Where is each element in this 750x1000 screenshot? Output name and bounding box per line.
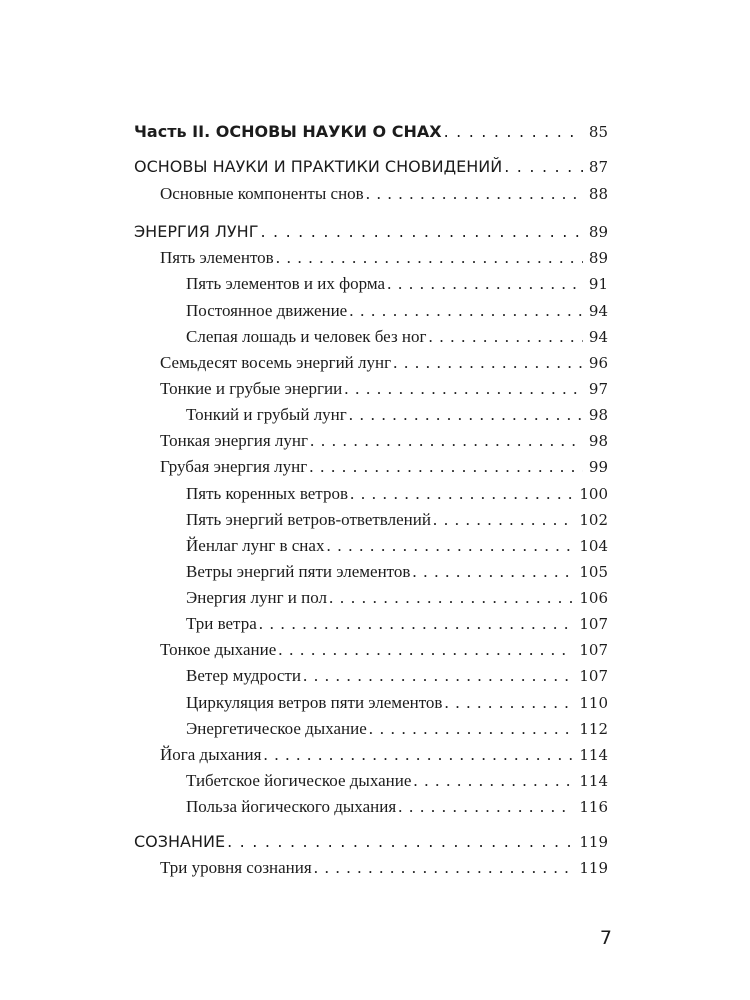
toc-leader-dots xyxy=(310,431,583,451)
toc-entry-page: 104 xyxy=(579,537,608,555)
toc-leader-dots xyxy=(303,666,573,686)
toc-entry-subsection xyxy=(186,301,608,329)
toc-leader-dots xyxy=(260,222,582,241)
toc-entry-title: Постоянное движение xyxy=(186,301,348,320)
toc-leader-dots xyxy=(326,536,573,556)
toc-entry-page: 94 xyxy=(588,302,608,320)
toc-entry-title: Тонкое дыхание xyxy=(160,640,277,659)
toc-entry-title: Тонкая энергия лунг xyxy=(160,431,308,450)
toc-entry-section xyxy=(160,184,608,212)
toc-entry-page: 107 xyxy=(579,615,608,633)
toc-leader-dots xyxy=(329,588,573,608)
toc-entry-title: Основные компоненты снов xyxy=(160,184,364,203)
toc-entry-subsection xyxy=(186,693,608,721)
toc-leader-dots xyxy=(350,484,573,504)
toc-entry-section xyxy=(160,457,608,485)
toc-entry-title: Тонкие и грубые энергии xyxy=(160,379,343,398)
toc-entry-subsection xyxy=(186,588,608,616)
toc-entry-page: 112 xyxy=(579,720,608,738)
toc-entry-title: Циркуляция ветров пяти элементов xyxy=(186,693,443,712)
toc-leader-dots xyxy=(263,745,573,765)
toc-entry-page: 96 xyxy=(588,354,608,372)
toc-entry-title: ЭНЕРГИЯ ЛУНГ xyxy=(134,222,259,241)
page-number: 7 xyxy=(599,927,612,949)
toc-leader-dots xyxy=(444,693,573,713)
toc-entry-page: 107 xyxy=(579,667,608,685)
toc-entry-title: Три ветра xyxy=(186,614,257,633)
toc-entry-title: Часть II. ОСНОВЫ НАУКИ О СНАХ xyxy=(134,122,442,141)
toc-leader-dots xyxy=(366,184,583,204)
toc-entry-page: 106 xyxy=(579,589,608,607)
toc-entry-section xyxy=(160,248,608,276)
toc-entry-section xyxy=(160,353,608,381)
toc-entry-page: 116 xyxy=(579,798,608,816)
toc-entry-subsection xyxy=(186,274,608,302)
toc-entry-page: 102 xyxy=(579,511,608,529)
toc-entry-page: 100 xyxy=(579,485,608,503)
toc-entry-page: 114 xyxy=(579,772,608,790)
toc-leader-dots xyxy=(349,301,583,321)
toc-leader-dots xyxy=(433,510,573,530)
toc-entry-title: Пять коренных ветров xyxy=(186,484,348,503)
toc-entry-page: 119 xyxy=(579,833,608,851)
toc-entry-title: Энергетическое дыхание xyxy=(186,719,367,738)
toc-entry-page: 98 xyxy=(588,432,608,450)
toc-entry-page: 89 xyxy=(588,223,608,241)
toc-leader-dots xyxy=(504,157,583,176)
toc-entry-subsection xyxy=(186,484,608,512)
toc-entry-page: 110 xyxy=(579,694,608,712)
toc-entry-page: 85 xyxy=(588,123,608,141)
toc-entry-title: СОЗНАНИЕ xyxy=(134,832,226,851)
toc-entry-title: Польза йогического дыхания xyxy=(186,797,397,816)
toc-entry-title: Слепая лошадь и человек без ног xyxy=(186,327,427,346)
toc-entry-subsection xyxy=(186,562,608,590)
toc-entry-chapter xyxy=(134,832,608,860)
toc-entry-title: Пять элементов xyxy=(160,248,274,267)
toc-entry-page: 91 xyxy=(588,275,608,293)
toc-entry-page: 114 xyxy=(579,746,608,764)
toc-entry-page: 88 xyxy=(588,185,608,203)
toc-entry-title: Тибетское йогическое дыхание xyxy=(186,771,412,790)
toc-leader-dots xyxy=(412,562,573,582)
toc-entry-section xyxy=(160,858,608,886)
toc-entry-title: Пять энергий ветров-ответвлений xyxy=(186,510,431,529)
toc-entry-subsection xyxy=(186,405,608,433)
toc-entry-part xyxy=(134,122,608,150)
toc-entry-section xyxy=(160,640,608,668)
toc-entry-title: Семьдесят восемь энергий лунг xyxy=(160,353,392,372)
toc-entry-title: Ветры энергий пяти элементов xyxy=(186,562,411,581)
toc-entry-subsection xyxy=(186,614,608,642)
toc-leader-dots xyxy=(369,719,574,739)
toc-entry-chapter xyxy=(134,222,608,250)
toc-entry-page: 94 xyxy=(588,328,608,346)
toc-entry-subsection xyxy=(186,719,608,747)
toc-entry-title: Ветер мудрости xyxy=(186,666,301,685)
toc-entry-page: 107 xyxy=(579,641,608,659)
toc-leader-dots xyxy=(227,832,573,851)
toc-leader-dots xyxy=(276,248,583,268)
toc-entry-section xyxy=(160,431,608,459)
toc-entry-subsection xyxy=(186,666,608,694)
toc-leader-dots xyxy=(393,353,583,373)
toc-entry-subsection xyxy=(186,510,608,538)
toc-entry-subsection xyxy=(186,327,608,355)
toc-entry-page: 98 xyxy=(588,406,608,424)
toc-leader-dots xyxy=(344,379,583,399)
toc-entry-page: 87 xyxy=(588,158,608,176)
toc-leader-dots xyxy=(444,122,583,141)
toc-leader-dots xyxy=(278,640,573,660)
toc-entry-section xyxy=(160,745,608,773)
toc-entry-subsection xyxy=(186,536,608,564)
toc-entry-page: 105 xyxy=(579,563,608,581)
toc-leader-dots xyxy=(309,457,583,477)
toc-leader-dots xyxy=(398,797,573,817)
toc-leader-dots xyxy=(314,858,574,878)
toc-leader-dots xyxy=(259,614,574,634)
toc-entry-title: Йога дыхания xyxy=(160,745,262,764)
toc-entry-subsection xyxy=(186,771,608,799)
toc-leader-dots xyxy=(387,274,583,294)
toc-entry-page: 119 xyxy=(579,859,608,877)
toc-entry-page: 99 xyxy=(588,458,608,476)
toc-entry-title: Энергия лунг и пол xyxy=(186,588,328,607)
toc-entry-section xyxy=(160,379,608,407)
toc-entry-title: Тонкий и грубый лунг xyxy=(186,405,347,424)
toc-leader-dots xyxy=(413,771,573,791)
toc-leader-dots xyxy=(428,327,582,347)
toc-entry-title: Грубая энергия лунг xyxy=(160,457,308,476)
toc-entry-title: Пять элементов и их форма xyxy=(186,274,386,293)
toc-entry-page: 97 xyxy=(588,380,608,398)
toc-entry-page: 89 xyxy=(588,249,608,267)
toc-leader-dots xyxy=(349,405,583,425)
toc-entry-title: Три уровня сознания xyxy=(160,858,312,877)
toc-entry-chapter xyxy=(134,157,608,185)
toc-entry-title: Йенлаг лунг в снах xyxy=(186,536,325,555)
toc-entry-title: ОСНОВЫ НАУКИ И ПРАКТИКИ СНОВИДЕНИЙ xyxy=(134,157,503,176)
toc-entry-subsection xyxy=(186,797,608,825)
